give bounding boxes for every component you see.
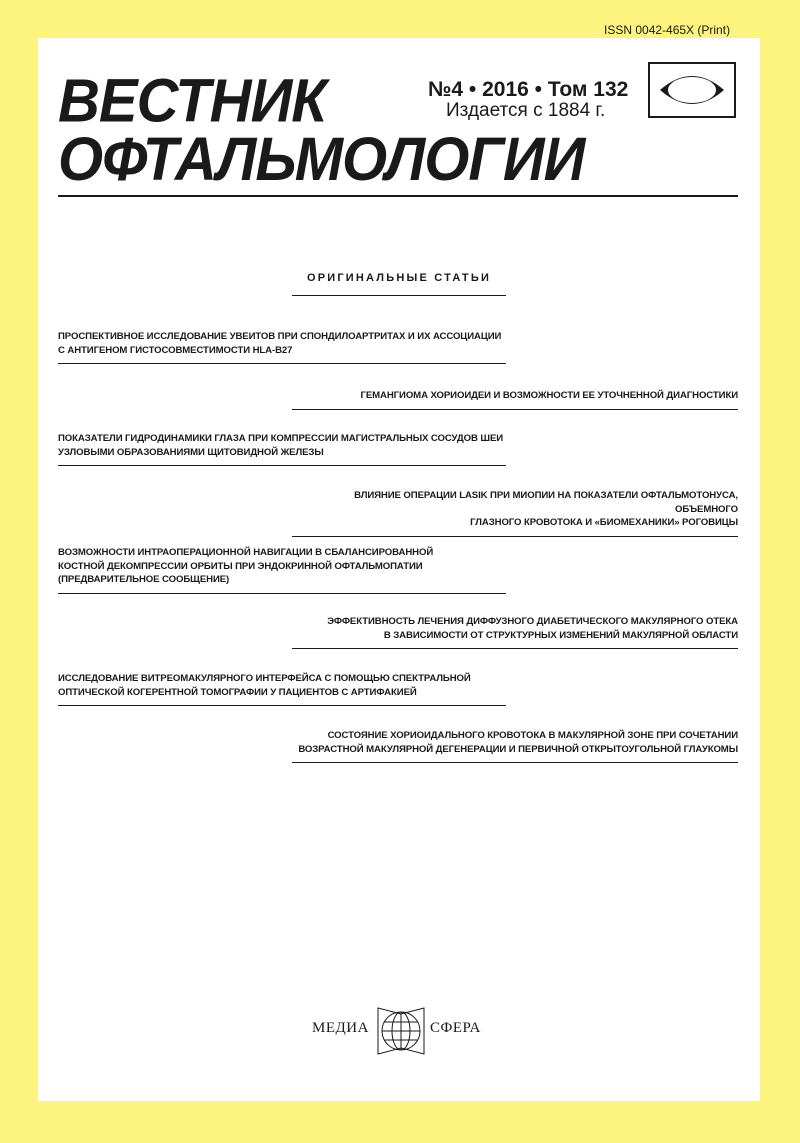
issue-info: №4 • 2016 • Том 132 (428, 78, 629, 101)
article-title: СОСТОЯНИЕ ХОРИОИДАЛЬНОГО КРОВОТОКА В МАКУЛЯРНОЙ ЗОНЕ ПРИ СОЧЕТАНИИ ВОЗРАСТНОЙ МАКУЛЯРНОЙ ДЕГЕНЕРАЦИИ И ПЕРВИЧНОЙ ОТКРЫТОУГОЛЬНОЙ ГЛАУКОМЫ (298, 730, 738, 755)
journal-title-line1: ВЕСТНИК (58, 66, 326, 135)
article-item (58, 672, 506, 706)
globe-icon (374, 1002, 428, 1060)
publisher-name-right: СФЕРА (430, 1020, 481, 1036)
section-rule (292, 295, 506, 296)
article-rule (292, 762, 738, 763)
article-title: ПРОСПЕКТИВНОЕ ИССЛЕДОВАНИЕ УВЕИТОВ ПРИ СПОНДИЛОАРТРИТАХ И ИХ АССОЦИАЦИИ С АНТИГЕНОМ ГИСТОСОВМЕСТИМОСТИ HLA-B27 (58, 331, 502, 356)
published-since: Издается с 1884 г. (446, 100, 606, 121)
article-rule (292, 409, 738, 410)
article-title: ЭФФЕКТИВНОСТЬ ЛЕЧЕНИЯ ДИФФУЗНОГО ДИАБЕТИЧЕСКОГО МАКУЛЯРНОГО ОТЕКА В ЗАВИСИМОСТИ ОТ СТРУКТУРНЫХ ИЗМЕНЕНИЙ МАКУЛЯРНОЙ ОБЛАСТИ (327, 616, 738, 641)
article-rule (58, 705, 506, 706)
eye-logo (648, 62, 736, 118)
cover-page (38, 38, 760, 1101)
article-item (292, 389, 738, 410)
article-item (58, 330, 506, 364)
eye-icon (650, 64, 734, 116)
article-rule (58, 465, 506, 466)
article-title: ИССЛЕДОВАНИЕ ВИТРЕОМАКУЛЯРНОГО ИНТЕРФЕЙСА С ПОМОЩЬЮ СПЕКТРАЛЬНОЙ ОПТИЧЕСКОЙ КОГЕРЕНТНОЙ ТОМОГРАФИИ У ПАЦИЕНТОВ С АРТИФАКИЕЙ (58, 673, 471, 698)
masthead-rule (58, 195, 738, 197)
section-heading: ОРИГИНАЛЬНЫЕ СТАТЬИ (306, 272, 492, 284)
article-title: ГЕМАНГИОМА ХОРИОИДЕИ И ВОЗМОЖНОСТИ ЕЕ УТОЧНЕННОЙ ДИАГНОСТИКИ (360, 390, 738, 401)
issn-print: ISSN 0042-465X (Print) (604, 23, 731, 37)
article-item (58, 546, 506, 594)
article-rule (58, 363, 506, 364)
publisher-logo (312, 1000, 492, 1060)
article-title: ВОЗМОЖНОСТИ ИНТРАОПЕРАЦИОННОЙ НАВИГАЦИИ В СБАЛАНСИРОВАННОЙ КОСТНОЙ ДЕКОМПРЕССИИ ОРБИТЫ ПРИ ЭНДОКРИННОЙ ОФТАЛЬМОПАТИИ (ПРЕДВАРИТЕЛЬНОЕ СООБЩЕНИЕ) (58, 547, 434, 585)
article-rule (292, 648, 738, 649)
article-title: ПОКАЗАТЕЛИ ГИДРОДИНАМИКИ ГЛАЗА ПРИ КОМПРЕССИИ МАГИСТРАЛЬНЫХ СОСУДОВ ШЕИ УЗЛОВЫМИ ОБРАЗОВАНИЯМИ ЩИТОВИДНОЙ ЖЕЛЕЗЫ (58, 433, 504, 458)
article-item (58, 432, 506, 466)
article-item (292, 489, 738, 537)
article-item (292, 615, 738, 649)
journal-title-line2: ОФТАЛЬМОЛОГИИ (58, 125, 585, 194)
article-item (292, 729, 738, 763)
article-title: ВЛИЯНИЕ ОПЕРАЦИИ LASIK ПРИ МИОПИИ НА ПОКАЗАТЕЛИ ОФТАЛЬМОТОНУСА, ОБЪЕМНОГО ГЛАЗНОГО КРОВОТОКА И «БИОМЕХАНИКИ» РОГОВИЦЫ (354, 490, 738, 528)
publisher-name-left: МЕДИА (312, 1020, 369, 1036)
article-rule (58, 593, 506, 594)
article-rule (292, 536, 738, 537)
